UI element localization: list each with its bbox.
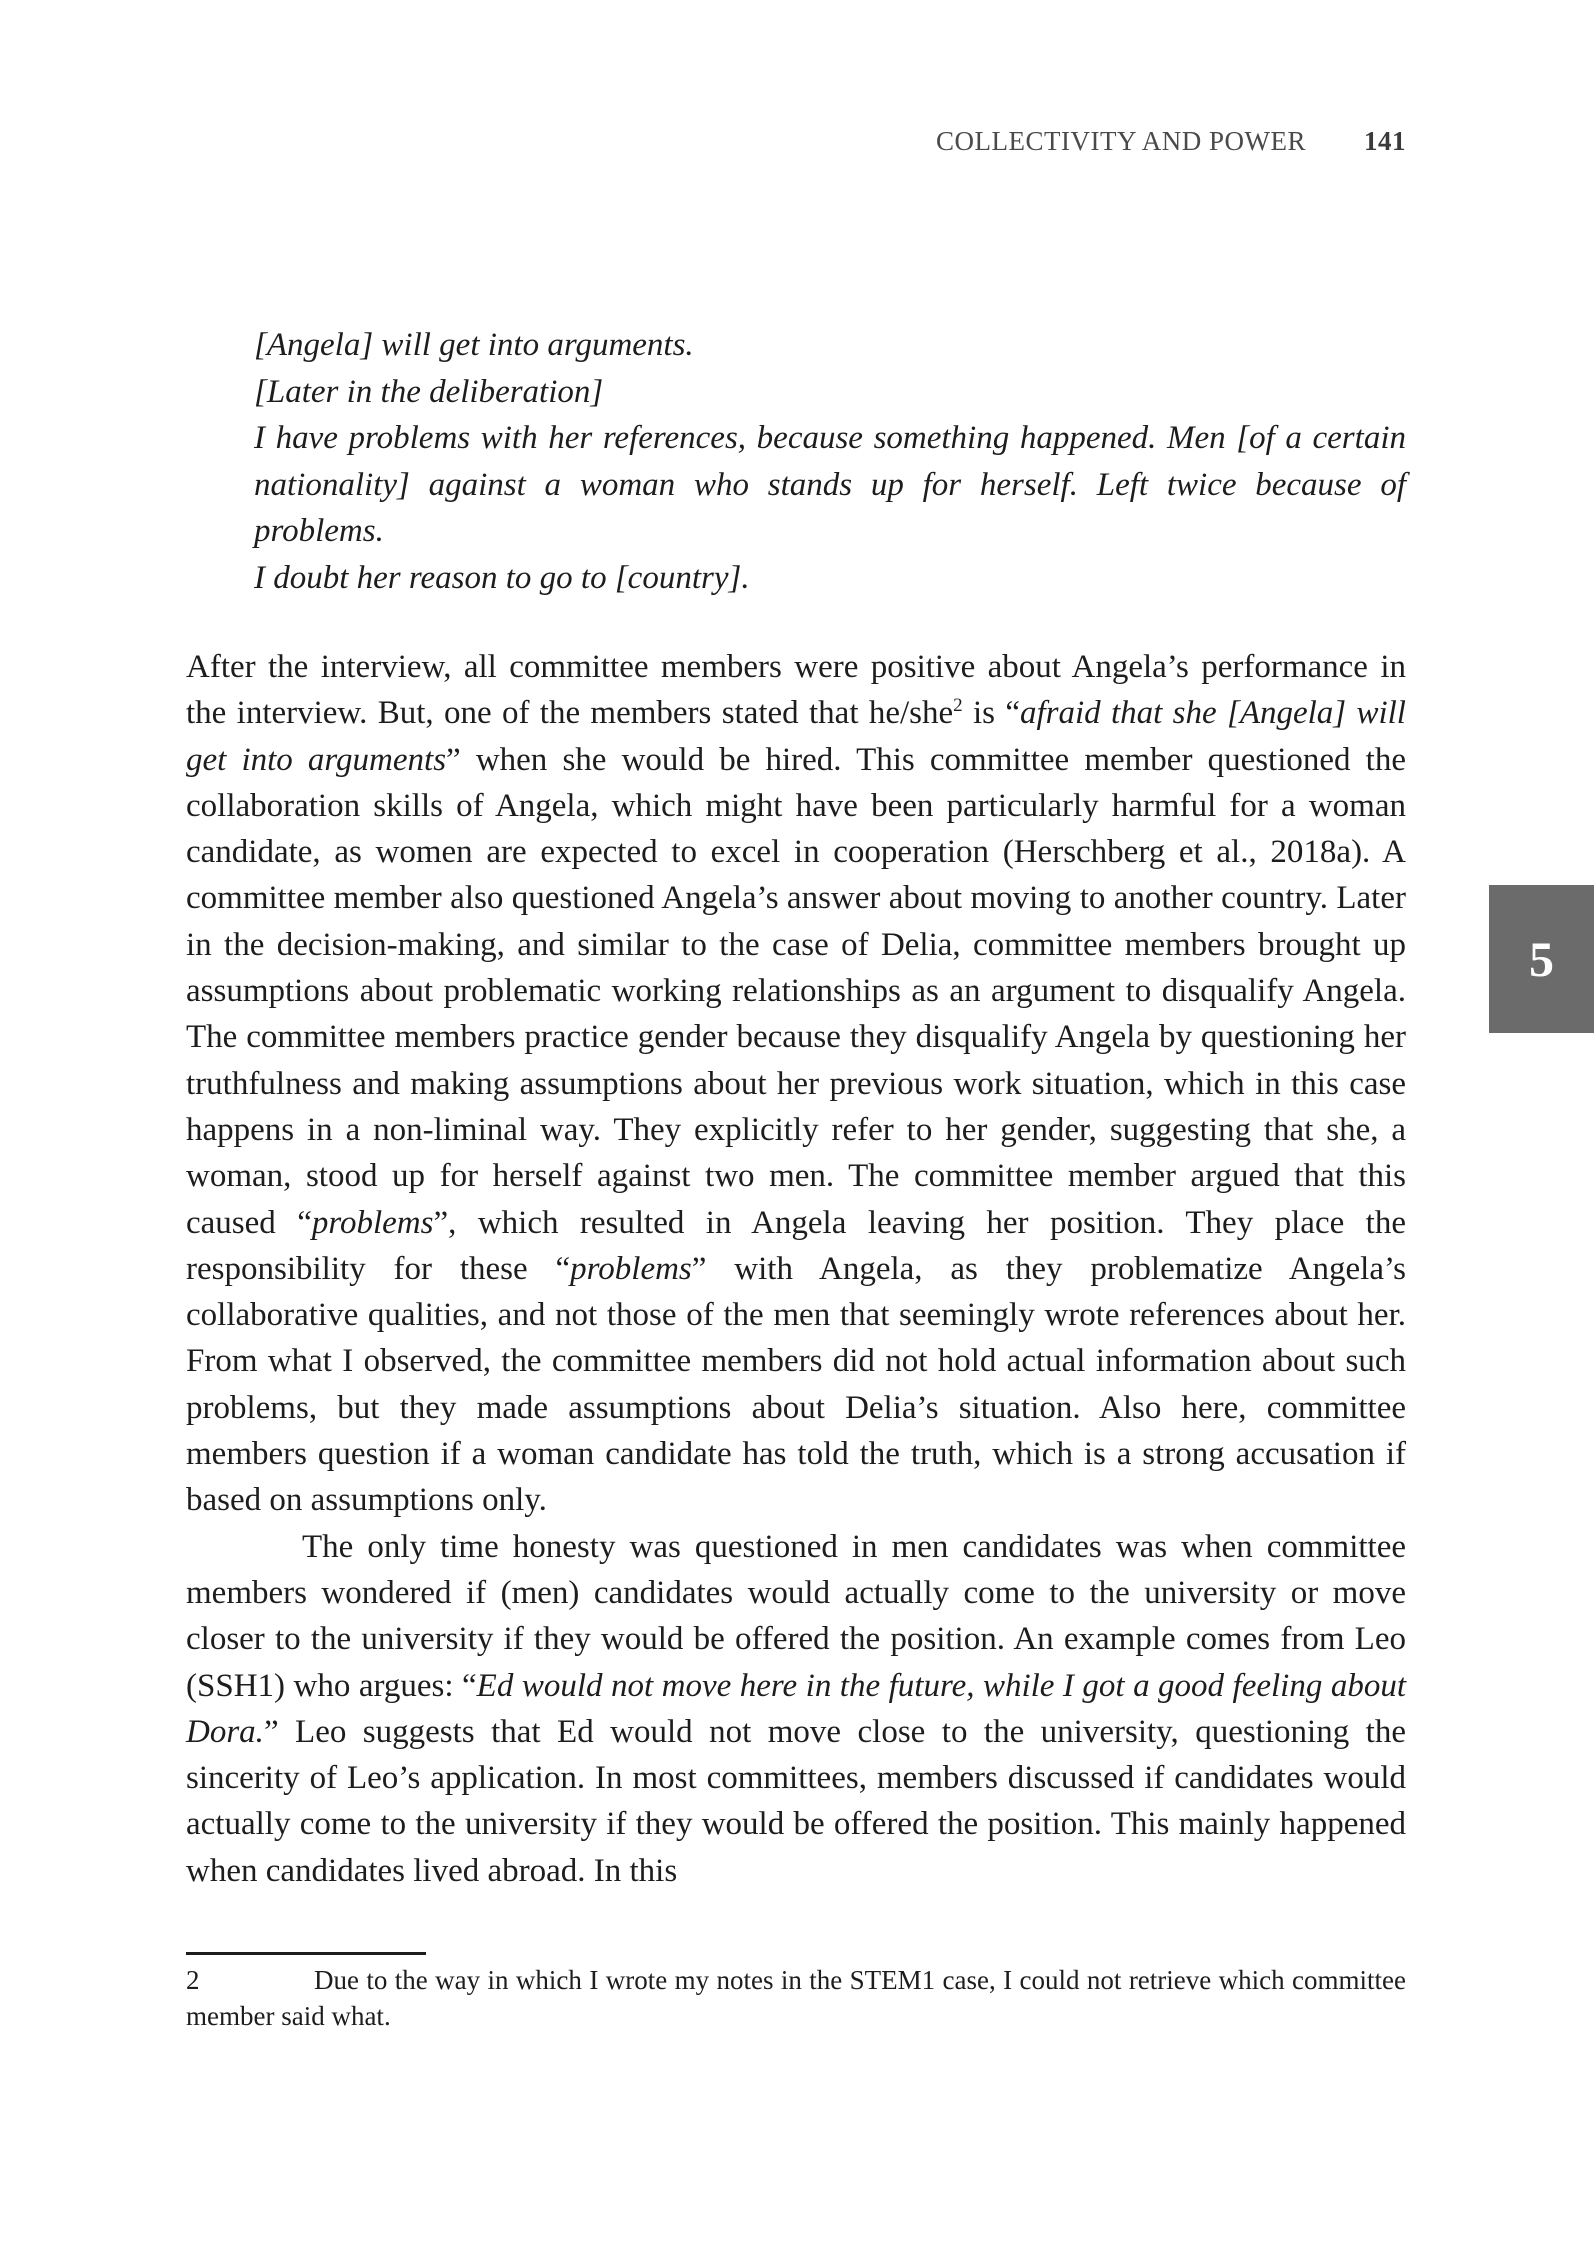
text-run: ” when she would be hired. This committee member questioned the collaboration skills of Angela, which might have been particularly harmful for a woman candidate, as women are expected to excel in cooperation (Herschberg et al., 2018a). A committee member also questioned Angela’s answer about moving to another country. Later in the decision-making, and similar to the case of Delia, committee members brought up assumptions about problematic working relationships as an argument to disqualify Angela. The committee members practice gender because they disqualify Angela by questioning her truthfulness and making assumptions about her previous work situation, which in this case happens in a non-liminal way. They explicitly refer to her gender, suggesting that she, a woman, stood up for herself against two men. The committee member argued that this caused “ — [186, 741, 1406, 1241]
quote-line: [Later in the deliberation] — [254, 373, 604, 410]
quote-line: I doubt her reason to go to [country]. — [254, 559, 750, 596]
text-run: After the interview, all committee members were positive about Angela’s performance in the interview. But, one of the members stated that he/she — [186, 649, 1406, 732]
page-number: 141 — [1364, 126, 1406, 156]
block-quote — [254, 322, 1406, 601]
italic-quote: problems — [311, 1204, 434, 1241]
text-run: The only time honesty was questioned in men candidates was when committee members wondered if (men) candidates would actually come to the university or move closer to the university if they would be offered the position. An example comes from Leo (SSH1) who argues: “ — [186, 1528, 1406, 1704]
quote-line: I have problems with her references, because something happened. Men [of a certain nationality] against a woman who stands up for herself. Left twice because of problems. — [254, 420, 1406, 549]
text-run: ” Leo suggests that Ed would not move close to the university, questioning the sincerity of Leo’s application. In most committees, members discussed if candidates would actually come to the university if they would be offered the position. This mainly happened when candidates lived abroad. In this — [186, 1713, 1406, 1889]
text-run: is “ — [962, 695, 1020, 732]
italic-quote: Ed would not move here in the future, while I got a good feeling about Dora. — [186, 1667, 1407, 1750]
footnote-text: Due to the way in which I wrote my notes in the STEM1 case, I could not retrieve which committee member said what. — [186, 1965, 1406, 2031]
running-header — [186, 126, 1406, 157]
footnote-divider — [186, 1952, 426, 1955]
footnote-number: 2 — [186, 1965, 200, 1995]
chapter-tab: 5 — [1489, 885, 1594, 1033]
running-title: COLLECTIVITY AND POWER — [936, 126, 1306, 156]
italic-quote: afraid that she [Angela] will get into arguments — [186, 695, 1406, 778]
paragraph — [186, 1524, 1406, 1894]
footnote-reference: 2 — [953, 695, 963, 717]
paragraph — [186, 644, 1406, 1524]
italic-quote: problems — [570, 1250, 692, 1287]
text-run: ”, which resulted in Angela leaving her position. They place the responsibility for these “ — [186, 1204, 1406, 1287]
quote-line: [Angela] will get into arguments. — [254, 327, 694, 363]
text-run: ” with Angela, as they problematize Angela’s collaborative qualities, and not those of the men that seemingly wrote references about her. From what I observed, the committee members did not hold actual information about such problems, but they made assumptions about Delia’s situation. Also here, committee members question if a woman candidate has told the truth, which is a strong accusation if based on assumptions only. — [186, 1250, 1407, 1519]
body-text — [186, 644, 1406, 1894]
footnote — [186, 1962, 1406, 2034]
